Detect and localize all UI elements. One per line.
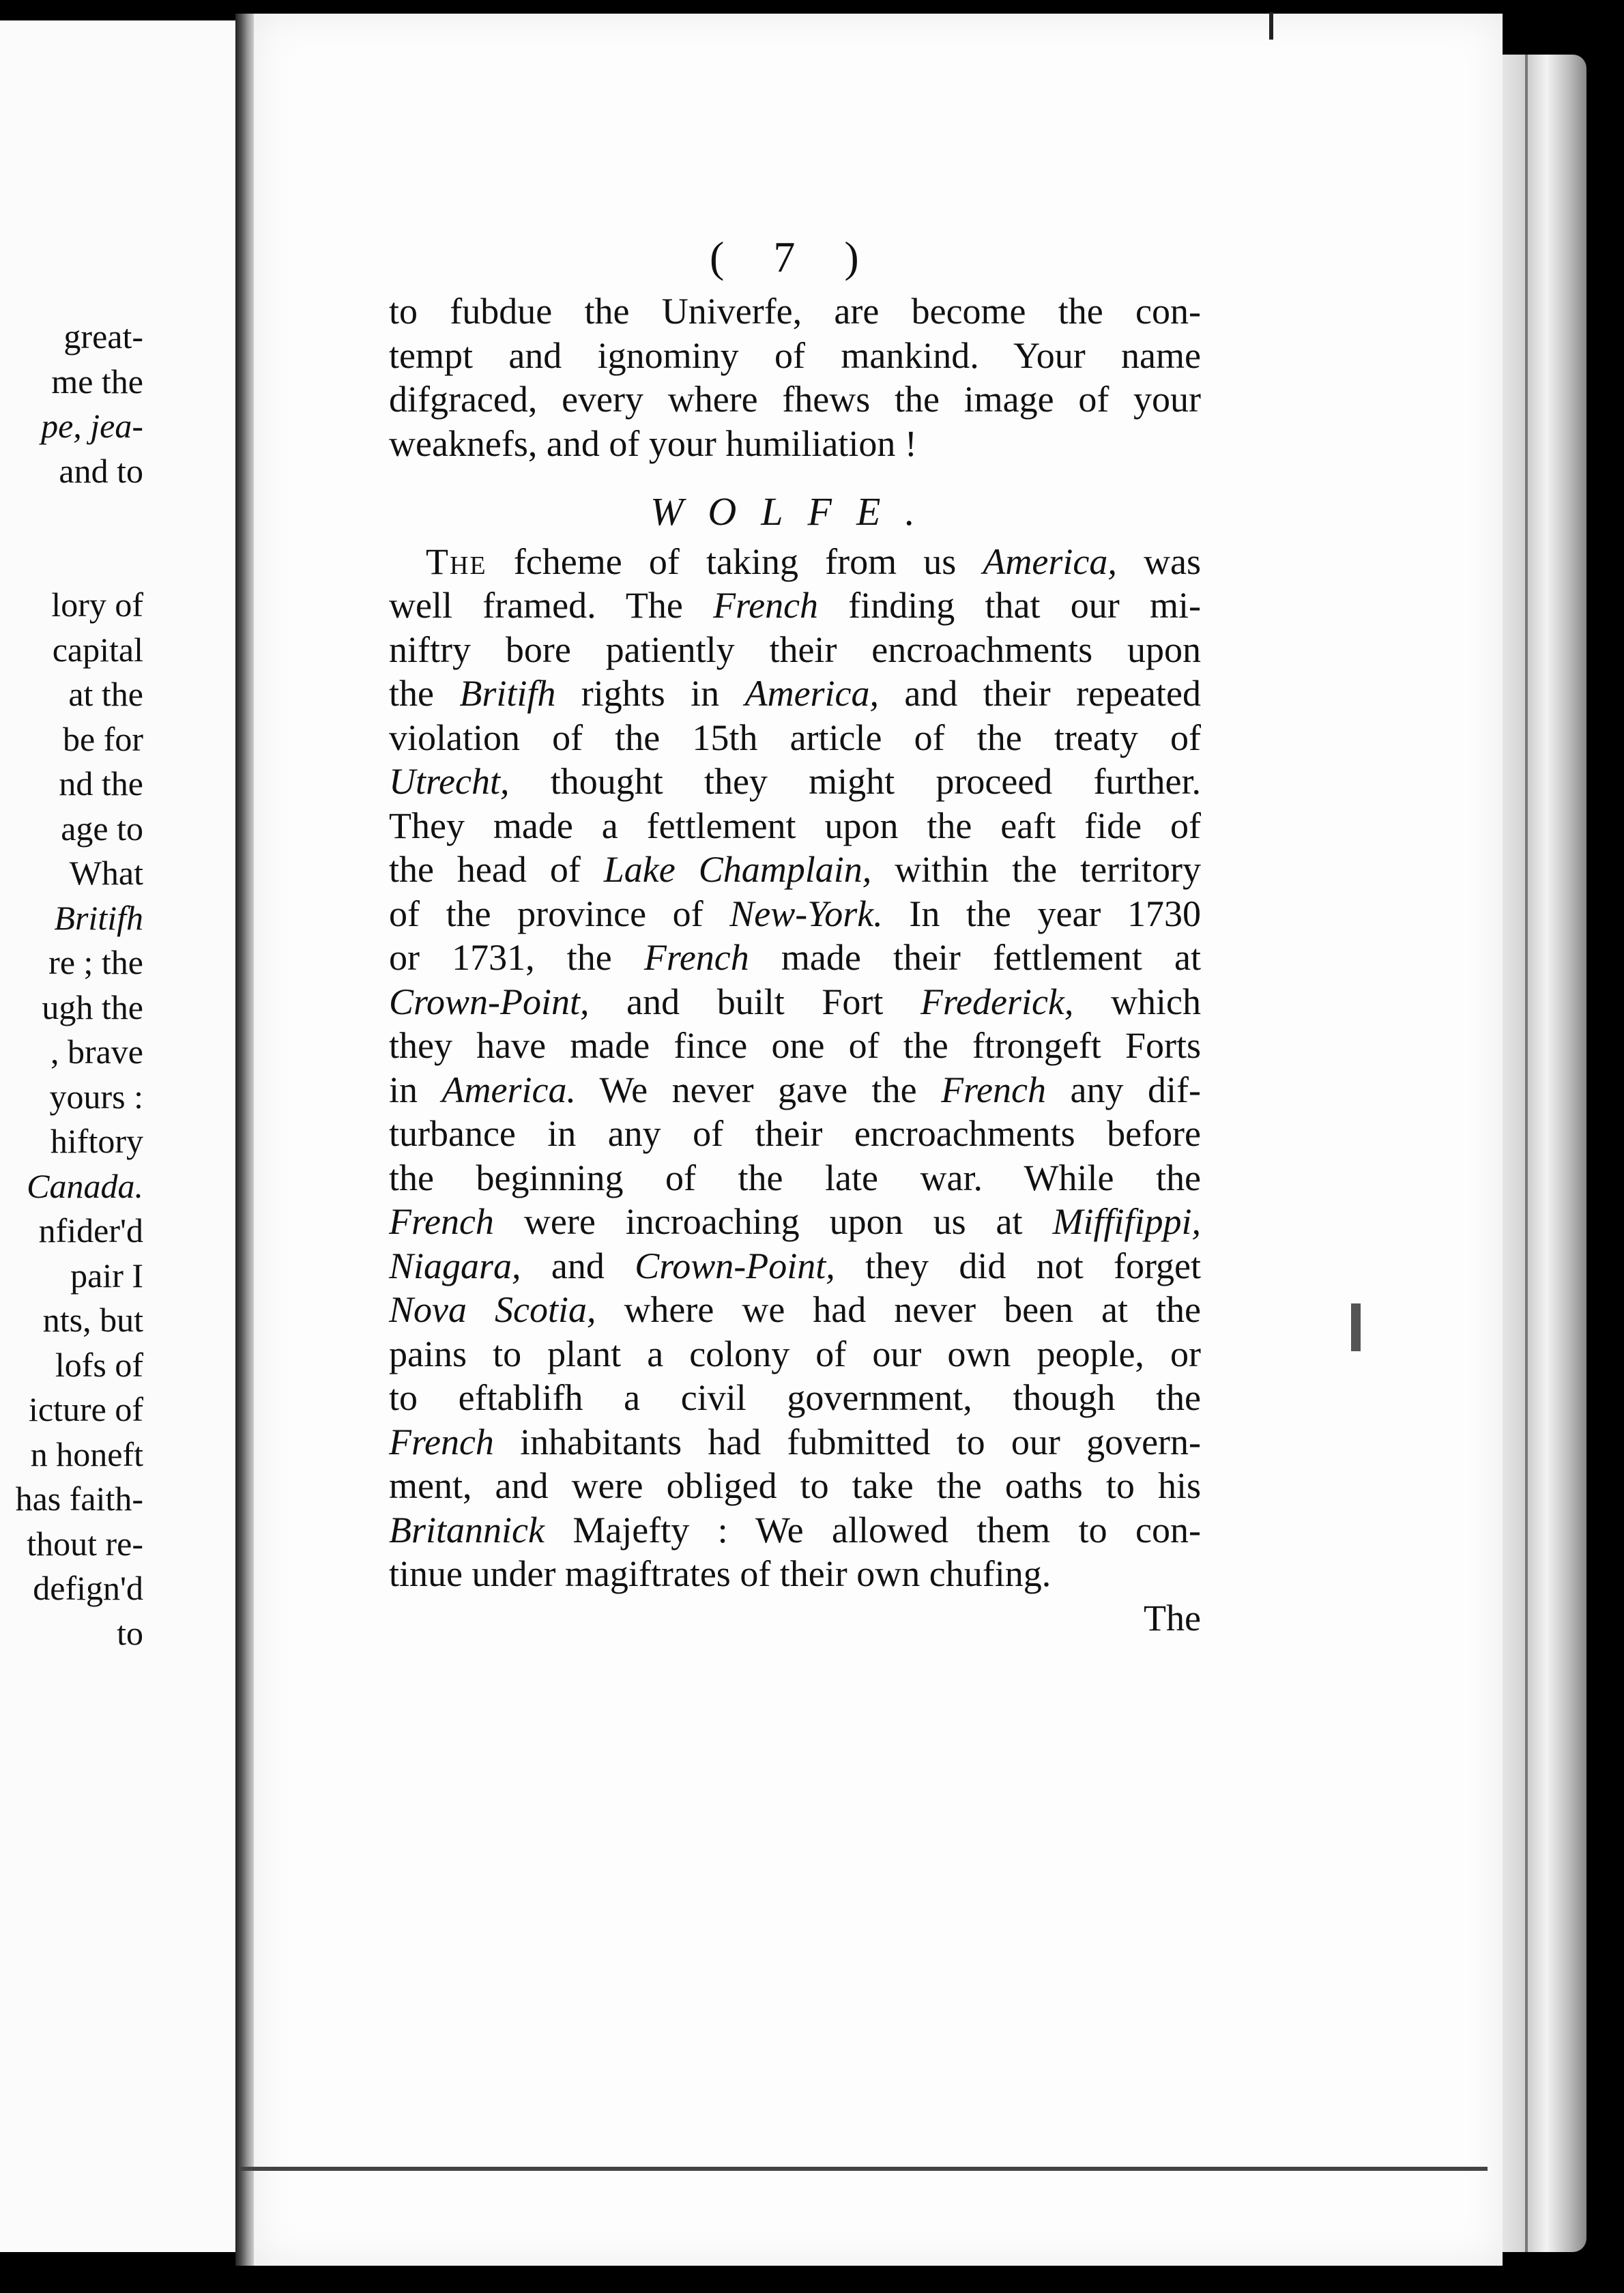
scan-speck (1269, 12, 1273, 40)
left-page-line: nts, but (42, 1301, 143, 1339)
text-run: Majefty : We allowed them to con- (544, 1509, 1201, 1551)
text-run: inhabitants had fubmitted to our govern- (493, 1421, 1201, 1462)
text-line: tempt and ignominy of mankind. Your name (389, 334, 1201, 376)
italic-run: Britannick (389, 1509, 545, 1551)
left-page-line: be for (63, 719, 143, 758)
left-page-line: nd the (59, 764, 143, 803)
italic-run: New-York. (729, 893, 883, 934)
italic-run: Lake Champlain, (603, 849, 872, 890)
italic-run: Utrecht, (389, 761, 510, 802)
text-line (389, 892, 1201, 936)
left-page-fragment (0, 20, 235, 2252)
text-line (389, 1288, 1201, 1332)
text-run: any dif- (1046, 1069, 1201, 1110)
text-run: of the province of (389, 893, 730, 934)
text-line: niftry bore patiently their encroachments upon (389, 629, 1201, 670)
italic-run: America, (983, 540, 1117, 582)
text-line (389, 760, 1201, 804)
text-line (389, 848, 1201, 892)
left-page-line: pe, jea- (41, 407, 143, 445)
text-run: and built Fort (589, 981, 921, 1022)
text-run: the (389, 673, 460, 714)
text-line: to fubdue the Univerfe, are become the con- (389, 291, 1201, 332)
text-line (389, 1420, 1201, 1465)
text-line (389, 540, 1201, 584)
text-line: difgraced, every where fhews the image of your (389, 379, 1201, 420)
book-gutter (235, 14, 256, 2266)
text-line: They made a fettlement upon the eaft fide of (389, 805, 1201, 846)
drop-word: The (426, 540, 487, 582)
text-run: and their repeated (879, 673, 1201, 714)
italic-run: Nova Scotia, (389, 1289, 596, 1330)
italic-run: America. (441, 1069, 576, 1110)
italic-run: Niagara, (389, 1245, 521, 1286)
page-body (389, 289, 1201, 1640)
text-line: tinue under magiftrates of their own chufing. (389, 1553, 1052, 1594)
scan-speck (1351, 1303, 1361, 1351)
italic-run: French (643, 937, 749, 978)
left-page-line: and to (59, 451, 143, 490)
page-number: ( 7 ) (710, 233, 878, 281)
text-run: was (1116, 540, 1201, 582)
left-page-line: to (117, 1613, 143, 1652)
text-run: In the year 1730 (882, 893, 1201, 934)
left-page-line: great- (63, 317, 143, 356)
text-run: they did not forget (835, 1245, 1201, 1286)
text-line (389, 980, 1201, 1024)
text-line: to eftablifh a civil government, though the (389, 1377, 1201, 1418)
left-page-line: defign'd (33, 1569, 143, 1607)
left-page-line: nfider'd (38, 1211, 143, 1250)
left-page-line: pair I (70, 1256, 143, 1295)
left-page-line: , brave (50, 1033, 143, 1071)
italic-run: Miffifippi, (1052, 1201, 1201, 1242)
text-run: where we had never been at the (596, 1289, 1201, 1330)
left-page-line: n honeft (30, 1434, 143, 1473)
italic-run: Frederick, (920, 981, 1074, 1022)
left-page-line: thout re- (27, 1524, 143, 1563)
left-page-line: me the (51, 362, 143, 401)
text-line: turbance in any of their encroachments before (389, 1113, 1201, 1154)
text-line (389, 583, 1201, 628)
italic-run: French (941, 1069, 1046, 1110)
left-page-line: What (69, 854, 143, 892)
text-run: finding that our mi- (818, 585, 1201, 626)
text-line: violation of the 15th article of the treaty of (389, 717, 1201, 758)
page-edges (1498, 55, 1586, 2252)
left-page-line: lofs of (55, 1345, 143, 1384)
text-line (389, 672, 1201, 716)
left-page-line: age to (61, 809, 143, 848)
text-line (389, 1200, 1201, 1244)
text-run: We never gave the (575, 1069, 942, 1110)
text-run: which (1073, 981, 1201, 1022)
text-run: in (389, 1069, 442, 1110)
left-page-line: hiftory (50, 1122, 143, 1160)
text-run: fcheme of taking from us (487, 540, 983, 582)
text-line: ment, and were obliged to take the oaths to his (389, 1465, 1201, 1506)
left-page-line: icture of (29, 1390, 143, 1428)
text-line (389, 936, 1201, 980)
bottom-page-rule (239, 2167, 1488, 2171)
text-line (389, 1508, 1201, 1553)
text-run: within the territory (871, 849, 1201, 890)
left-page-line: at the (68, 675, 143, 713)
left-page-line: capital (52, 630, 143, 669)
left-page-line: yours : (49, 1077, 143, 1116)
text-line (389, 1068, 1201, 1112)
italic-run: French (713, 585, 819, 626)
left-page-line: re ; the (48, 943, 143, 981)
left-page-line: Britifh (54, 898, 143, 937)
text-run: made their fettlement at (749, 937, 1202, 978)
left-page-line: Canada. (27, 1166, 143, 1205)
left-page-line: ugh the (42, 987, 143, 1026)
text-run: the head of (389, 849, 604, 890)
italic-run: America, (744, 673, 880, 714)
section-heading: WOLFE. (650, 489, 940, 534)
left-page-line: has faith- (15, 1480, 143, 1518)
text-run: were incroaching upon us at (493, 1201, 1053, 1242)
italic-run: Crown-Point, (635, 1245, 835, 1286)
italic-run: French (389, 1421, 494, 1462)
italic-run: French (389, 1201, 494, 1242)
text-run: thought they might proceed further. (509, 761, 1201, 802)
text-line (389, 1244, 1201, 1288)
text-run: well framed. The (389, 585, 714, 626)
text-line: weaknefs, and of your humiliation ! (389, 422, 917, 464)
italic-run: Crown-Point, (389, 981, 590, 1022)
text-run: or 1731, the (389, 937, 644, 978)
text-run: and (521, 1245, 635, 1286)
italic-run: Britifh (459, 673, 556, 714)
text-run: rights in (555, 673, 745, 714)
catchword: The (1144, 1597, 1201, 1639)
text-line: the beginning of the late war. While the (389, 1157, 1201, 1198)
text-line: they have made fince one of the ftrongeft Forts (389, 1025, 1201, 1066)
text-line: pains to plant a colony of our own people, or (389, 1333, 1201, 1374)
left-page-line: lory of (51, 586, 143, 624)
